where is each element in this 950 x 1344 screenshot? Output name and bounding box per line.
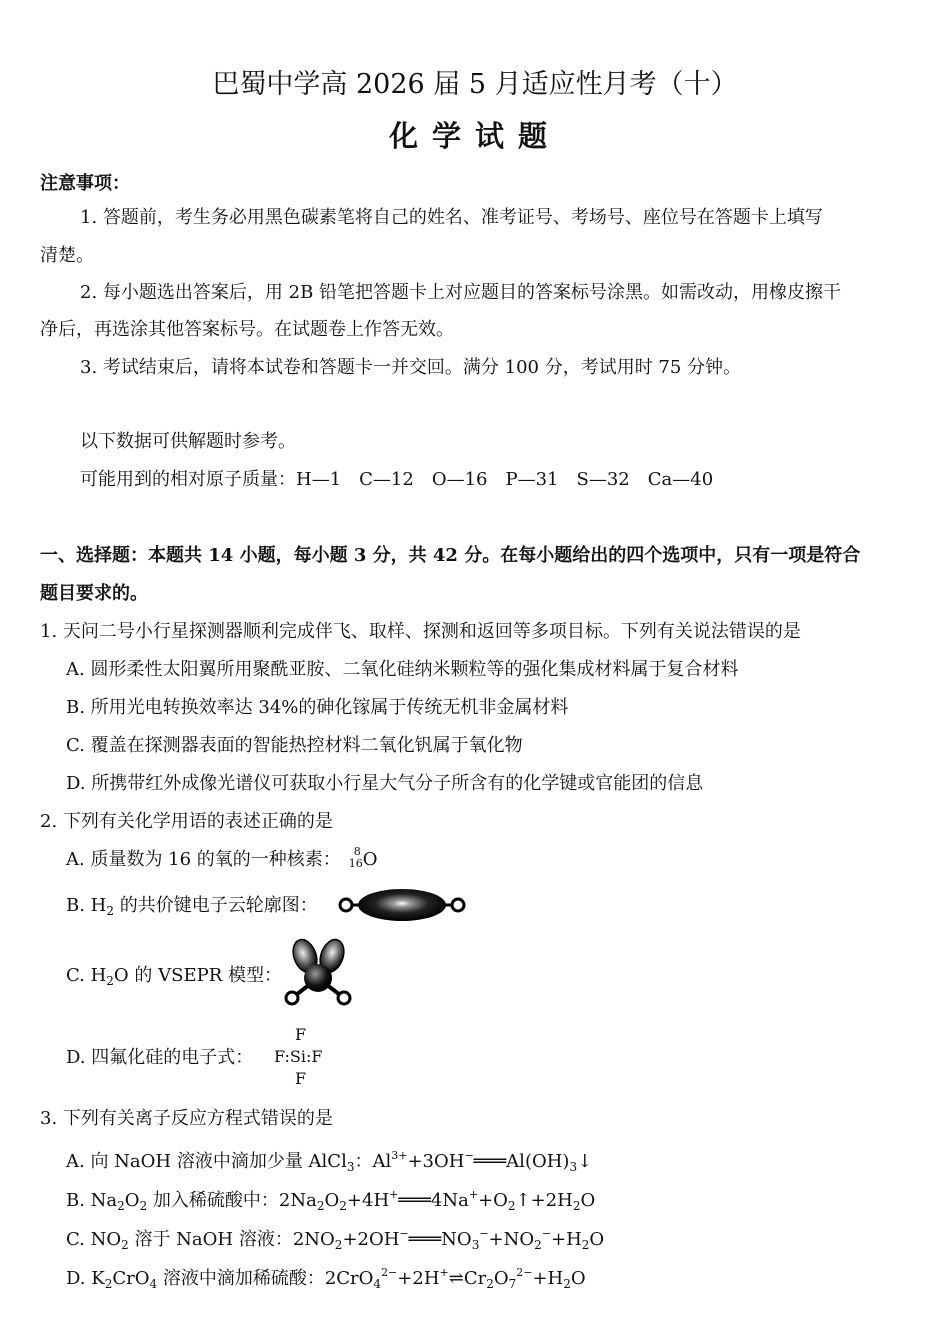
note-line-2: 清楚。 [40,245,94,266]
q3-option-a [66,1144,592,1179]
q3-c-sub: 2 [581,1238,590,1252]
q3-b-sup: + [468,1188,479,1201]
q3-d-part: CrO [112,1268,150,1289]
q1-option-c: C. 覆盖在探测器表面的智能热控材料二氧化钒属于氧化物 [66,735,523,756]
h2-electron-cloud-image [338,887,466,923]
h2o-vsepr-model-image [280,936,360,1012]
q3-a-part: ═══Al(OH) [473,1151,570,1172]
q3-c-part: ═══NO [408,1229,472,1250]
sif4-top-f: F [295,1025,307,1044]
q3-b-part: O [324,1190,340,1211]
q3-b-part: O [580,1190,596,1211]
q2-option-a-text: A. 质量数为 16 的氧的一种核素： [66,849,341,870]
sif4-middle: F:Si:F [274,1047,323,1066]
q3-d-part: 溶液中滴加稀硫酸：2CrO [157,1268,374,1289]
q3-a-sup: 3+ [391,1149,408,1162]
section-heading-line-1: 一、选择题：本题共 14 小题，每小题 3 分，共 42 分。在每小题给出的四个选项中，只有一项是符合 [40,545,861,566]
q3-c-part: C. NO [66,1229,122,1250]
note-line-1: 1. 答题前，考生务必用黑色碳素笔将自己的姓名、准考证号、考场号、座位号在答题卡上填写 [80,207,823,228]
q2-b-text-1: B. H [66,895,107,916]
q3-c-sup: − [399,1227,409,1240]
q3-b-sub: 2 [572,1199,581,1213]
q3-option-c [66,1222,604,1257]
q3-c-part: O [589,1229,605,1250]
q2-option-a [66,845,378,872]
q3-d-part: O [493,1268,509,1289]
section-heading-line-2: 题目要求的。 [40,583,148,604]
q3-d-sup: + [439,1266,449,1279]
q3-b-part: ═══4Na [398,1190,469,1211]
note-line-5: 3. 考试结束后，请将本试卷和答题卡一并交回。满分 100 分，考试用时 75 分钟。 [80,357,742,378]
q3-d-sub: 7 [508,1277,517,1291]
q3-option-b [66,1183,595,1218]
q2-c-text-1: C. H [66,965,107,986]
nuclide-top-number: 8 [353,845,361,858]
q3-d-sup: 2− [381,1266,398,1279]
atomic-masses: 可能用到的相对原子质量：H—1 C—12 O—16 P—31 S—32 Ca—40 [80,469,714,490]
q3-a-sub: 3 [569,1160,578,1174]
q3-b-sub: 2 [316,1199,325,1213]
q3-b-sub: 2 [507,1199,516,1213]
q2-option-b [66,894,318,923]
q3-b-sub: 2 [139,1199,148,1213]
q3-d-sub: 4 [373,1277,382,1291]
q3-c-sub: 2 [121,1238,129,1252]
q3-d-part: +2H [397,1268,440,1289]
notes-heading: 注意事项： [40,173,130,194]
q3-d-sub: 2 [563,1277,571,1291]
q3-b-part: ↑+2H [515,1190,573,1211]
q3-d-sub: 2 [104,1277,113,1291]
q3-a-part: +3OH [407,1151,465,1172]
q3-c-sub: 3 [471,1238,480,1252]
note-line-3: 2. 每小题选出答案后，用 2B 铅笔把答题卡上对应题目的答案标号涂黑。如需改动，用橡皮擦干 [80,282,842,303]
q3-d-sup: 2− [516,1266,533,1279]
q3-d-part: O [570,1268,586,1289]
q3-a-sub: 3 [346,1160,355,1174]
q3-c-part: +2OH [342,1229,400,1250]
q3-d-part: D. K [66,1268,105,1289]
q3-stem: 3. 下列有关离子反应方程式错误的是 [40,1108,333,1129]
reference-intro: 以下数据可供解题时参考。 [80,431,296,452]
q3-d-sub: 4 [149,1277,158,1291]
q3-option-d [66,1261,586,1296]
q3-b-part: +4H [346,1190,390,1211]
q3-b-sub: 2 [117,1199,125,1213]
q2-option-c [66,964,282,993]
q1-option-b: B. 所用光电转换效率达 34%的砷化镓属于传统无机非金属材料 [66,697,569,718]
q3-b-part: 加入稀硫酸中：2Na [147,1190,317,1211]
q3-b-part: +O [478,1190,508,1211]
q3-c-sub: 2 [334,1238,343,1252]
nuclide-bottom-number: 16 [348,857,363,870]
q2-b-text-2: 的共价键电子云轮廓图： [114,895,318,916]
exam-title: 巴蜀中学高 2026 届 5 月适应性月考（十） [212,69,738,100]
q3-a-part: ↓ [577,1151,593,1172]
q3-c-sub: 2 [534,1238,542,1252]
sif4-bottom-f: F [295,1069,307,1088]
nuclide-symbol [341,845,363,872]
q2-option-d: D. 四氟化硅的电子式： [66,1047,254,1068]
q3-a-sup: − [464,1149,474,1162]
note-line-4: 净后，再选涂其他答案标号。在试题卷上作答无效。 [40,319,454,340]
q3-b-part: B. Na [66,1190,118,1211]
q3-b-part: O [124,1190,140,1211]
q1-stem: 1. 天问二号小行星探测器顺利完成伴飞、取样、探测和返回等多项目标。下列有关说法错误的是 [40,621,801,642]
q3-c-part: +NO [488,1229,535,1250]
q3-c-sup: − [541,1227,551,1240]
q3-d-part: ⇌Cr [448,1268,487,1289]
q3-c-sup: − [479,1227,489,1240]
q3-c-part: +H [551,1229,582,1250]
q2-c-text-2: O 的 VSEPR 模型： [113,965,282,986]
q1-option-a: A. 圆形柔性太阳翼所用聚酰亚胺、二氧化硅纳米颗粒等的强化集成材料属于复合材料 [66,659,739,680]
q3-c-part: 溶于 NaOH 溶液：2NO [128,1229,335,1250]
q1-option-d: D. 所携带红外成像光谱仪可获取小行星大气分子所含有的化学键或官能团的信息 [66,773,704,794]
nuclide-element: O [362,849,378,870]
q2-stem: 2. 下列有关化学用语的表述正确的是 [40,811,333,832]
q2-c-sub: 2 [106,974,114,988]
subject-title: 化学试题 [388,119,561,153]
q3-b-sub: 2 [339,1199,347,1213]
q3-d-sub: 2 [486,1277,494,1291]
q3-d-part: +H [532,1268,564,1289]
q3-a-part: ：Al [354,1151,392,1172]
q3-b-sup: + [389,1188,399,1201]
q2-b-sub: 2 [106,904,115,918]
q3-a-part: A. 向 NaOH 溶液中滴加少量 AlCl [66,1151,347,1172]
